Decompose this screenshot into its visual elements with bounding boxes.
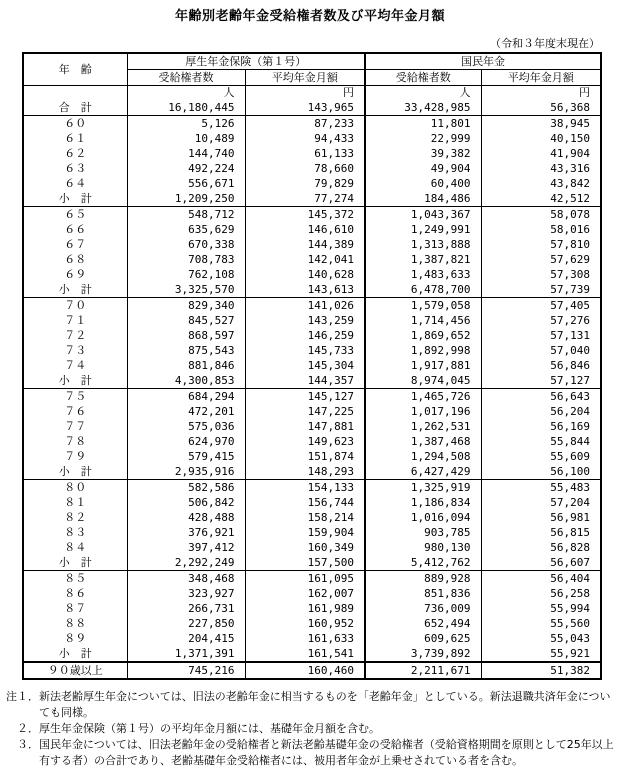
value-cell: 227,850	[127, 616, 245, 631]
value-cell: 575,036	[127, 419, 245, 434]
value-cell: 845,527	[127, 313, 245, 328]
age-cell: ６６	[64, 223, 87, 236]
age-cell: 合 計	[23, 86, 127, 116]
age-row	[23, 313, 601, 328]
age-cell: ６９	[64, 268, 87, 281]
value-cell: 1,313,888	[365, 237, 481, 252]
value-cell: 43,316	[481, 161, 601, 176]
value-cell: 56,607	[481, 555, 601, 571]
value-cell: 6,478,700	[365, 282, 481, 298]
age-cell: ７７	[64, 420, 87, 433]
age-cell: 小 計	[58, 465, 92, 478]
value-cell: 624,970	[127, 434, 245, 449]
unit-label: 円	[343, 86, 354, 99]
value-cell: 154,133	[245, 480, 365, 496]
age-cell: ６１	[64, 132, 87, 145]
age-row	[23, 495, 601, 510]
header-row-1	[23, 53, 601, 70]
value-cell: 157,500	[245, 555, 365, 571]
subtotal-row	[23, 464, 601, 480]
value-cell: 1,249,991	[365, 222, 481, 237]
value-cell: 868,597	[127, 328, 245, 343]
value-cell: 397,412	[127, 540, 245, 555]
value-cell: 5,126	[127, 116, 245, 132]
age-row	[23, 404, 601, 419]
value-cell: 57,276	[481, 313, 601, 328]
value-cell: 670,338	[127, 237, 245, 252]
value-cell: 159,904	[245, 525, 365, 540]
value-cell: 56,204	[481, 404, 601, 419]
value-cell: 1,016,094	[365, 510, 481, 525]
value-cell: 6,427,429	[365, 464, 481, 480]
subtotal-row	[23, 373, 601, 389]
value-cell: 556,671	[127, 176, 245, 191]
value-cell: 39,382	[365, 146, 481, 161]
value-cell: 56,643	[481, 389, 601, 405]
total-row	[23, 86, 601, 116]
age-row	[23, 389, 601, 405]
value-cell: 1,387,468	[365, 434, 481, 449]
value-cell: 38,945	[481, 116, 601, 132]
value-cell: 1,294,508	[365, 449, 481, 464]
age-cell: ６５	[23, 207, 127, 223]
age-cell: ６７	[64, 238, 87, 251]
age-cell: ７９	[64, 450, 87, 463]
value-cell: 160,952	[245, 616, 365, 631]
value-cell: 162,007	[245, 586, 365, 601]
row-90-and-over	[23, 662, 601, 679]
age-row	[23, 525, 601, 540]
value-cell: 55,609	[481, 449, 601, 464]
value-cell: 56,404	[481, 571, 601, 587]
value-cell: 736,009	[365, 601, 481, 616]
table-body	[23, 86, 601, 680]
value-cell: 160,460	[245, 662, 365, 679]
age-row	[23, 601, 601, 616]
value-cell: 582,586	[127, 480, 245, 496]
value-cell: 708,783	[127, 252, 245, 267]
age-row	[23, 449, 601, 464]
age-row	[23, 343, 601, 358]
footnote-text: 国民年金については、旧法老齢年金の受給権者と新法老齢基礎年金の受給権者（受給資格期間を原則として25年以上有する者）の合計であり、老齢基礎年金受給権者には、被用者年金が上乗せされている者を含む。	[39, 738, 614, 767]
footnote-marker: ２．	[17, 722, 39, 735]
value-cell: 140,628	[245, 267, 365, 282]
value-cell: 323,927	[127, 586, 245, 601]
total-value: 143,965	[307, 101, 354, 114]
value-cell: 57,204	[481, 495, 601, 510]
value-cell: 144,389	[245, 237, 365, 252]
value-cell: 3,739,892	[365, 646, 481, 662]
value-cell: 684,294	[127, 389, 245, 405]
value-cell: 1,371,391	[127, 646, 245, 662]
value-cell	[481, 86, 601, 116]
value-cell: 55,043	[481, 631, 601, 646]
value-cell: 2,211,671	[365, 662, 481, 679]
age-row	[23, 434, 601, 449]
value-cell: 4,300,853	[127, 373, 245, 389]
age-row	[23, 131, 601, 146]
value-cell: 11,801	[365, 116, 481, 132]
value-cell: 1,579,058	[365, 298, 481, 314]
age-cell: ６８	[64, 253, 87, 266]
value-cell: 145,127	[245, 389, 365, 405]
value-cell: 151,874	[245, 449, 365, 464]
value-cell: 56,815	[481, 525, 601, 540]
total-value: 56,368	[550, 101, 590, 114]
value-cell: 56,828	[481, 540, 601, 555]
value-cell: 43,842	[481, 176, 601, 191]
value-cell: 141,026	[245, 298, 365, 314]
value-cell: 5,412,762	[365, 555, 481, 571]
value-cell: 56,258	[481, 586, 601, 601]
footnote-text: 新法老齢厚生年金については、旧法の老齢年金に相当するものを「老齢年金」としている。新法退職共済年金についても同様。	[39, 690, 611, 719]
value-cell: 3,325,570	[127, 282, 245, 298]
age-row	[23, 510, 601, 525]
value-cell: 57,405	[481, 298, 601, 314]
col-header-kosei-beneficiaries: 受給権者数	[127, 70, 245, 86]
value-cell: 1,892,998	[365, 343, 481, 358]
age-cell: ８２	[64, 511, 87, 524]
age-row	[23, 358, 601, 373]
value-cell: 40,150	[481, 131, 601, 146]
value-cell	[365, 86, 481, 116]
age-cell: ６４	[64, 177, 87, 190]
value-cell: 149,623	[245, 434, 365, 449]
value-cell: 146,259	[245, 328, 365, 343]
value-cell: 903,785	[365, 525, 481, 540]
age-cell: ９０歳以上	[23, 662, 127, 679]
value-cell: 161,989	[245, 601, 365, 616]
age-cell: ８８	[64, 617, 87, 630]
value-cell: 635,629	[127, 222, 245, 237]
age-cell: ７４	[64, 359, 87, 372]
value-cell: 376,921	[127, 525, 245, 540]
value-cell: 829,340	[127, 298, 245, 314]
value-cell: 745,216	[127, 662, 245, 679]
value-cell: 147,881	[245, 419, 365, 434]
value-cell: 56,846	[481, 358, 601, 373]
age-cell: ８６	[64, 587, 87, 600]
value-cell: 56,169	[481, 419, 601, 434]
age-cell: ８５	[23, 571, 127, 587]
footnote	[5, 721, 616, 737]
value-cell: 57,040	[481, 343, 601, 358]
value-cell: 889,928	[365, 571, 481, 587]
subtotal-row	[23, 555, 601, 571]
age-row	[23, 616, 601, 631]
value-cell: 60,400	[365, 176, 481, 191]
age-row	[23, 328, 601, 343]
age-row	[23, 161, 601, 176]
col-header-kokumin-beneficiaries: 受給権者数	[365, 70, 481, 86]
value-cell: 1,325,919	[365, 480, 481, 496]
age-cell: ６２	[64, 147, 87, 160]
value-cell: 1,262,531	[365, 419, 481, 434]
value-cell: 58,016	[481, 222, 601, 237]
age-row	[23, 116, 601, 132]
value-cell: 55,921	[481, 646, 601, 662]
value-cell: 2,935,916	[127, 464, 245, 480]
value-cell: 881,846	[127, 358, 245, 373]
age-row	[23, 571, 601, 587]
value-cell: 56,981	[481, 510, 601, 525]
footnotes	[5, 689, 616, 769]
footnote-marker: 注１．	[6, 690, 39, 703]
value-cell: 161,541	[245, 646, 365, 662]
value-cell: 143,613	[245, 282, 365, 298]
value-cell: 56,100	[481, 464, 601, 480]
value-cell	[245, 86, 365, 116]
value-cell: 1,387,821	[365, 252, 481, 267]
pension-table	[22, 52, 602, 680]
value-cell: 145,733	[245, 343, 365, 358]
value-cell: 158,214	[245, 510, 365, 525]
age-cell: 小 計	[58, 374, 92, 387]
age-cell: 小 計	[58, 647, 92, 660]
age-row	[23, 586, 601, 601]
age-cell: ７５	[23, 389, 127, 405]
value-cell: 57,739	[481, 282, 601, 298]
table-header	[23, 53, 601, 86]
value-cell: 57,810	[481, 237, 601, 252]
value-cell: 79,829	[245, 176, 365, 191]
age-row	[23, 222, 601, 237]
value-cell: 51,382	[481, 662, 601, 679]
age-cell: ８４	[64, 541, 87, 554]
value-cell: 472,201	[127, 404, 245, 419]
value-cell: 762,108	[127, 267, 245, 282]
age-row	[23, 540, 601, 555]
value-cell: 145,372	[245, 207, 365, 223]
value-cell: 147,225	[245, 404, 365, 419]
age-cell: ８３	[64, 526, 87, 539]
total-value: 33,428,985	[404, 101, 471, 114]
value-cell: 58,078	[481, 207, 601, 223]
age-row	[23, 146, 601, 161]
age-cell: ７６	[64, 405, 87, 418]
value-cell: 161,633	[245, 631, 365, 646]
age-cell: ７３	[64, 344, 87, 357]
value-cell: 492,224	[127, 161, 245, 176]
col-header-kosei-average: 平均年金月額	[245, 70, 365, 86]
value-cell: 77,274	[245, 191, 365, 207]
value-cell: 57,629	[481, 252, 601, 267]
value-cell: 57,308	[481, 267, 601, 282]
subtotal-row	[23, 191, 601, 207]
age-cell: ６０	[23, 116, 127, 132]
value-cell: 1,017,196	[365, 404, 481, 419]
value-cell: 57,131	[481, 328, 601, 343]
value-cell: 160,349	[245, 540, 365, 555]
value-cell: 87,233	[245, 116, 365, 132]
total-value: 16,180,445	[168, 101, 235, 114]
value-cell: 652,494	[365, 616, 481, 631]
value-cell: 1,483,633	[365, 267, 481, 282]
footnote	[5, 737, 616, 769]
col-header-age: 年 齢	[23, 53, 127, 86]
unit-label: 人	[223, 86, 235, 99]
col-header-kosei-nenkin: 厚生年金保険（第１号）	[127, 53, 365, 70]
age-cell: ７０	[23, 298, 127, 314]
value-cell: 42,512	[481, 191, 601, 207]
age-row	[23, 176, 601, 191]
value-cell: 184,486	[365, 191, 481, 207]
value-cell: 548,712	[127, 207, 245, 223]
age-cell: ８７	[64, 602, 87, 615]
value-cell: 55,560	[481, 616, 601, 631]
value-cell: 94,433	[245, 131, 365, 146]
col-header-kokumin-average: 平均年金月額	[481, 70, 601, 86]
age-row	[23, 207, 601, 223]
subtotal-row	[23, 646, 601, 662]
age-cell: ７１	[64, 314, 87, 327]
value-cell: 875,543	[127, 343, 245, 358]
value-cell: 428,488	[127, 510, 245, 525]
age-row	[23, 631, 601, 646]
subtotal-row	[23, 282, 601, 298]
footnote-text: 厚生年金保険（第１号）の平均年金月額には、基礎年金月額を含む。	[39, 722, 380, 735]
age-cell: 小 計	[58, 556, 92, 569]
value-cell: 55,994	[481, 601, 601, 616]
age-cell: ６３	[64, 162, 87, 175]
value-cell: 851,836	[365, 586, 481, 601]
value-cell: 1,186,834	[365, 495, 481, 510]
age-cell: 小 計	[58, 192, 92, 205]
value-cell: 204,415	[127, 631, 245, 646]
age-row	[23, 267, 601, 282]
page-title: 年齢別老齢年金受給権者数及び平均年金月額	[174, 9, 445, 24]
value-cell: 10,489	[127, 131, 245, 146]
unit-label: 円	[579, 86, 590, 99]
value-cell: 61,133	[245, 146, 365, 161]
value-cell: 55,844	[481, 434, 601, 449]
value-cell: 1,869,652	[365, 328, 481, 343]
age-row	[23, 419, 601, 434]
col-header-kokumin-nenkin: 国民年金	[365, 53, 601, 70]
value-cell: 161,095	[245, 571, 365, 587]
unit-label: 人	[459, 86, 471, 99]
age-row	[23, 237, 601, 252]
value-cell: 1,465,726	[365, 389, 481, 405]
value-cell: 22,999	[365, 131, 481, 146]
value-cell: 41,904	[481, 146, 601, 161]
value-cell: 144,357	[245, 373, 365, 389]
value-cell: 1,917,881	[365, 358, 481, 373]
footnote-marker: ３．	[17, 738, 39, 751]
value-cell: 148,293	[245, 464, 365, 480]
age-cell: ８０	[23, 480, 127, 496]
value-cell: 1,043,367	[365, 207, 481, 223]
age-cell: ８９	[64, 632, 87, 645]
value-cell: 144,740	[127, 146, 245, 161]
value-cell: 1,209,250	[127, 191, 245, 207]
value-cell: 8,974,045	[365, 373, 481, 389]
age-row	[23, 252, 601, 267]
value-cell: 1,714,456	[365, 313, 481, 328]
value-cell: 143,259	[245, 313, 365, 328]
value-cell: 146,610	[245, 222, 365, 237]
value-cell: 579,415	[127, 449, 245, 464]
age-cell: ７２	[64, 329, 87, 342]
value-cell: 142,041	[245, 252, 365, 267]
value-cell: 2,292,249	[127, 555, 245, 571]
value-cell: 266,731	[127, 601, 245, 616]
value-cell: 57,127	[481, 373, 601, 389]
value-cell: 78,660	[245, 161, 365, 176]
age-cell: ７８	[64, 435, 87, 448]
value-cell: 348,468	[127, 571, 245, 587]
value-cell: 156,744	[245, 495, 365, 510]
date-note: （令和３年度末現在）	[490, 37, 600, 50]
value-cell: 55,483	[481, 480, 601, 496]
age-row	[23, 480, 601, 496]
value-cell: 506,842	[127, 495, 245, 510]
footnote	[5, 689, 616, 721]
value-cell: 980,130	[365, 540, 481, 555]
value-cell: 145,304	[245, 358, 365, 373]
age-row	[23, 298, 601, 314]
value-cell: 609,625	[365, 631, 481, 646]
age-cell: 小 計	[58, 283, 92, 296]
value-cell: 49,904	[365, 161, 481, 176]
value-cell	[127, 86, 245, 116]
age-cell: ８１	[64, 496, 87, 509]
